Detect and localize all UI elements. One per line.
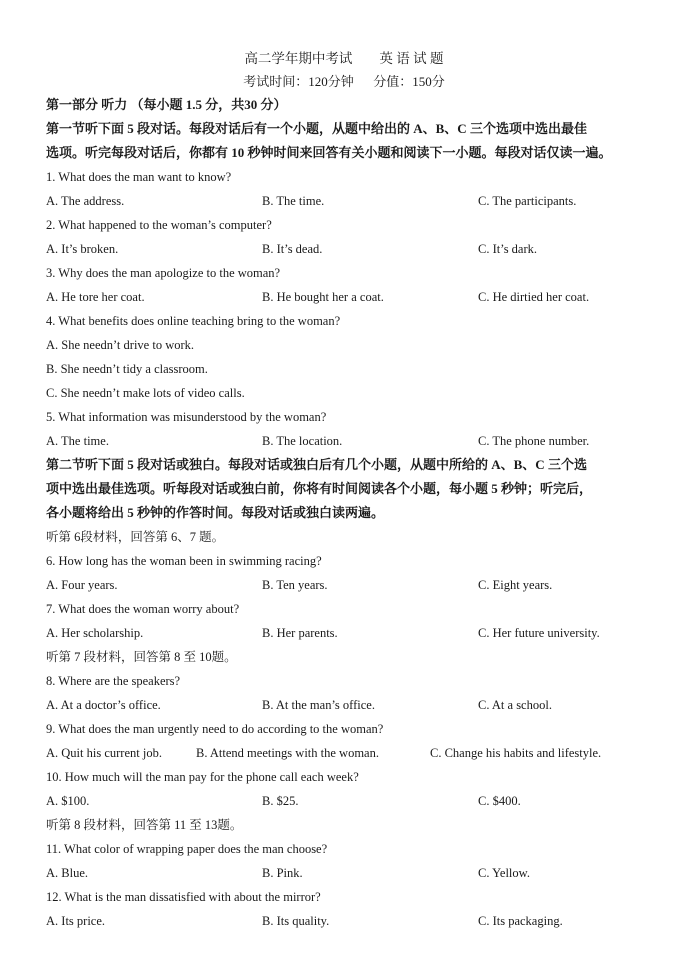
question-8: 8. Where are the speakers? [46, 674, 181, 688]
section2-instruction-line2: 项中选出最佳选项。听每段对话或独白前，你将有时间阅读各个小题，每小题 5 秒钟；听完后， [46, 481, 593, 496]
question-1: 1. What does the man want to know? [46, 170, 232, 184]
q4-option-c: C. She needn’t make lots of video calls. [46, 386, 245, 400]
question-9: 9. What does the man urgently need to do according to the woman? [46, 722, 384, 736]
q12-option-c: C. Its packaging. [478, 914, 563, 928]
q1-option-b: B. The time. [262, 194, 325, 208]
q7-option-b: B. Her parents. [262, 626, 338, 640]
q4-option-a: A. She needn’t drive to work. [46, 338, 195, 352]
q6-option-c: C. Eight years. [478, 578, 553, 592]
q3-option-a: A. He tore her coat. [46, 290, 145, 304]
exam-subtitle: 考试时间：120分钟 分值：150分 [243, 74, 445, 89]
q9-option-c: C. Change his habits and lifestyle. [430, 746, 602, 760]
question-12: 12. What is the man dissatisfied with about the mirror? [46, 890, 321, 904]
q3-option-c: C. He dirtied her coat. [478, 290, 590, 304]
q5-option-a: A. The time. [46, 434, 109, 448]
q2-option-a: A. It’s broken. [46, 242, 119, 256]
question-5: 5. What information was misunderstood by the woman? [46, 410, 327, 424]
q8-option-c: C. At a school. [478, 698, 552, 712]
question-6: 6. How long has the woman been in swimming racing? [46, 554, 322, 568]
q11-option-b: B. Pink. [262, 866, 303, 880]
material-6-note: 听第 6段材料，回答第 6、7 题。 [46, 530, 225, 544]
question-11: 11. What color of wrapping paper does the man choose? [46, 842, 328, 856]
question-7: 7. What does the woman worry about? [46, 602, 240, 616]
exam-title: 高二学年期中考试 英 语 试 题 [244, 51, 444, 66]
q2-option-b: B. It’s dead. [262, 242, 323, 256]
section1-instruction-line2: 选项。听完每段对话后，你都有 10 秒钟时间来回答有关小题和阅读下一小题。每段对话仅读一遍。 [46, 145, 612, 160]
q8-option-a: A. At a doctor’s office. [46, 698, 161, 712]
q12-option-a: A. Its price. [46, 914, 106, 928]
q11-option-c: C. Yellow. [478, 866, 530, 880]
q5-option-b: B. The location. [262, 434, 343, 448]
q10-option-b: B. $25. [262, 794, 299, 808]
q4-option-b: B. She needn’t tidy a classroom. [46, 362, 208, 376]
section2-instruction-line1: 第二节听下面 5 段对话或独白。每段对话或独白后有几个小题，从题中所给的 A、B、C 三个选 [46, 457, 587, 472]
part1-heading: 第一部分 听力 （每小题 1.5 分，共30 分） [46, 97, 287, 112]
q1-option-a: A. The address. [46, 194, 125, 208]
q2-option-c: C. It’s dark. [478, 242, 538, 256]
q8-option-b: B. At the man’s office. [262, 698, 375, 712]
section2-instruction-line3: 各小题将给出 5 秒钟的作答时间。每段对话或独白读两遍。 [46, 505, 385, 520]
q12-option-b: B. Its quality. [262, 914, 330, 928]
q10-option-a: A. $100. [46, 794, 90, 808]
question-2: 2. What happened to the woman’s computer? [46, 218, 272, 232]
question-3: 3. Why does the man apologize to the woman? [46, 266, 281, 280]
q9-option-a: A. Quit his current job. [46, 746, 162, 760]
q1-option-c: C. The participants. [478, 194, 577, 208]
q5-option-c: C. The phone number. [478, 434, 590, 448]
material-8-note: 听第 8 段材料，回答第 11 至 13题。 [46, 818, 243, 832]
question-4: 4. What benefits does online teaching bring to the woman? [46, 314, 341, 328]
q7-option-a: A. Her scholarship. [46, 626, 144, 640]
section1-instruction-line1: 第一节听下面 5 段对话。每段对话后有一个小题，从题中给出的 A、B、C 三个选项中选出最佳 [46, 121, 587, 136]
q7-option-c: C. Her future university. [478, 626, 600, 640]
q6-option-a: A. Four years. [46, 578, 118, 592]
question-10: 10. How much will the man pay for the phone call each week? [46, 770, 359, 784]
q3-option-b: B. He bought her a coat. [262, 290, 384, 304]
q9-option-b: B. Attend meetings with the woman. [196, 746, 379, 760]
q6-option-b: B. Ten years. [262, 578, 328, 592]
q10-option-c: C. $400. [478, 794, 521, 808]
q11-option-a: A. Blue. [46, 866, 89, 880]
material-7-note: 听第 7 段材料，回答第 8 至 10题。 [46, 650, 237, 664]
